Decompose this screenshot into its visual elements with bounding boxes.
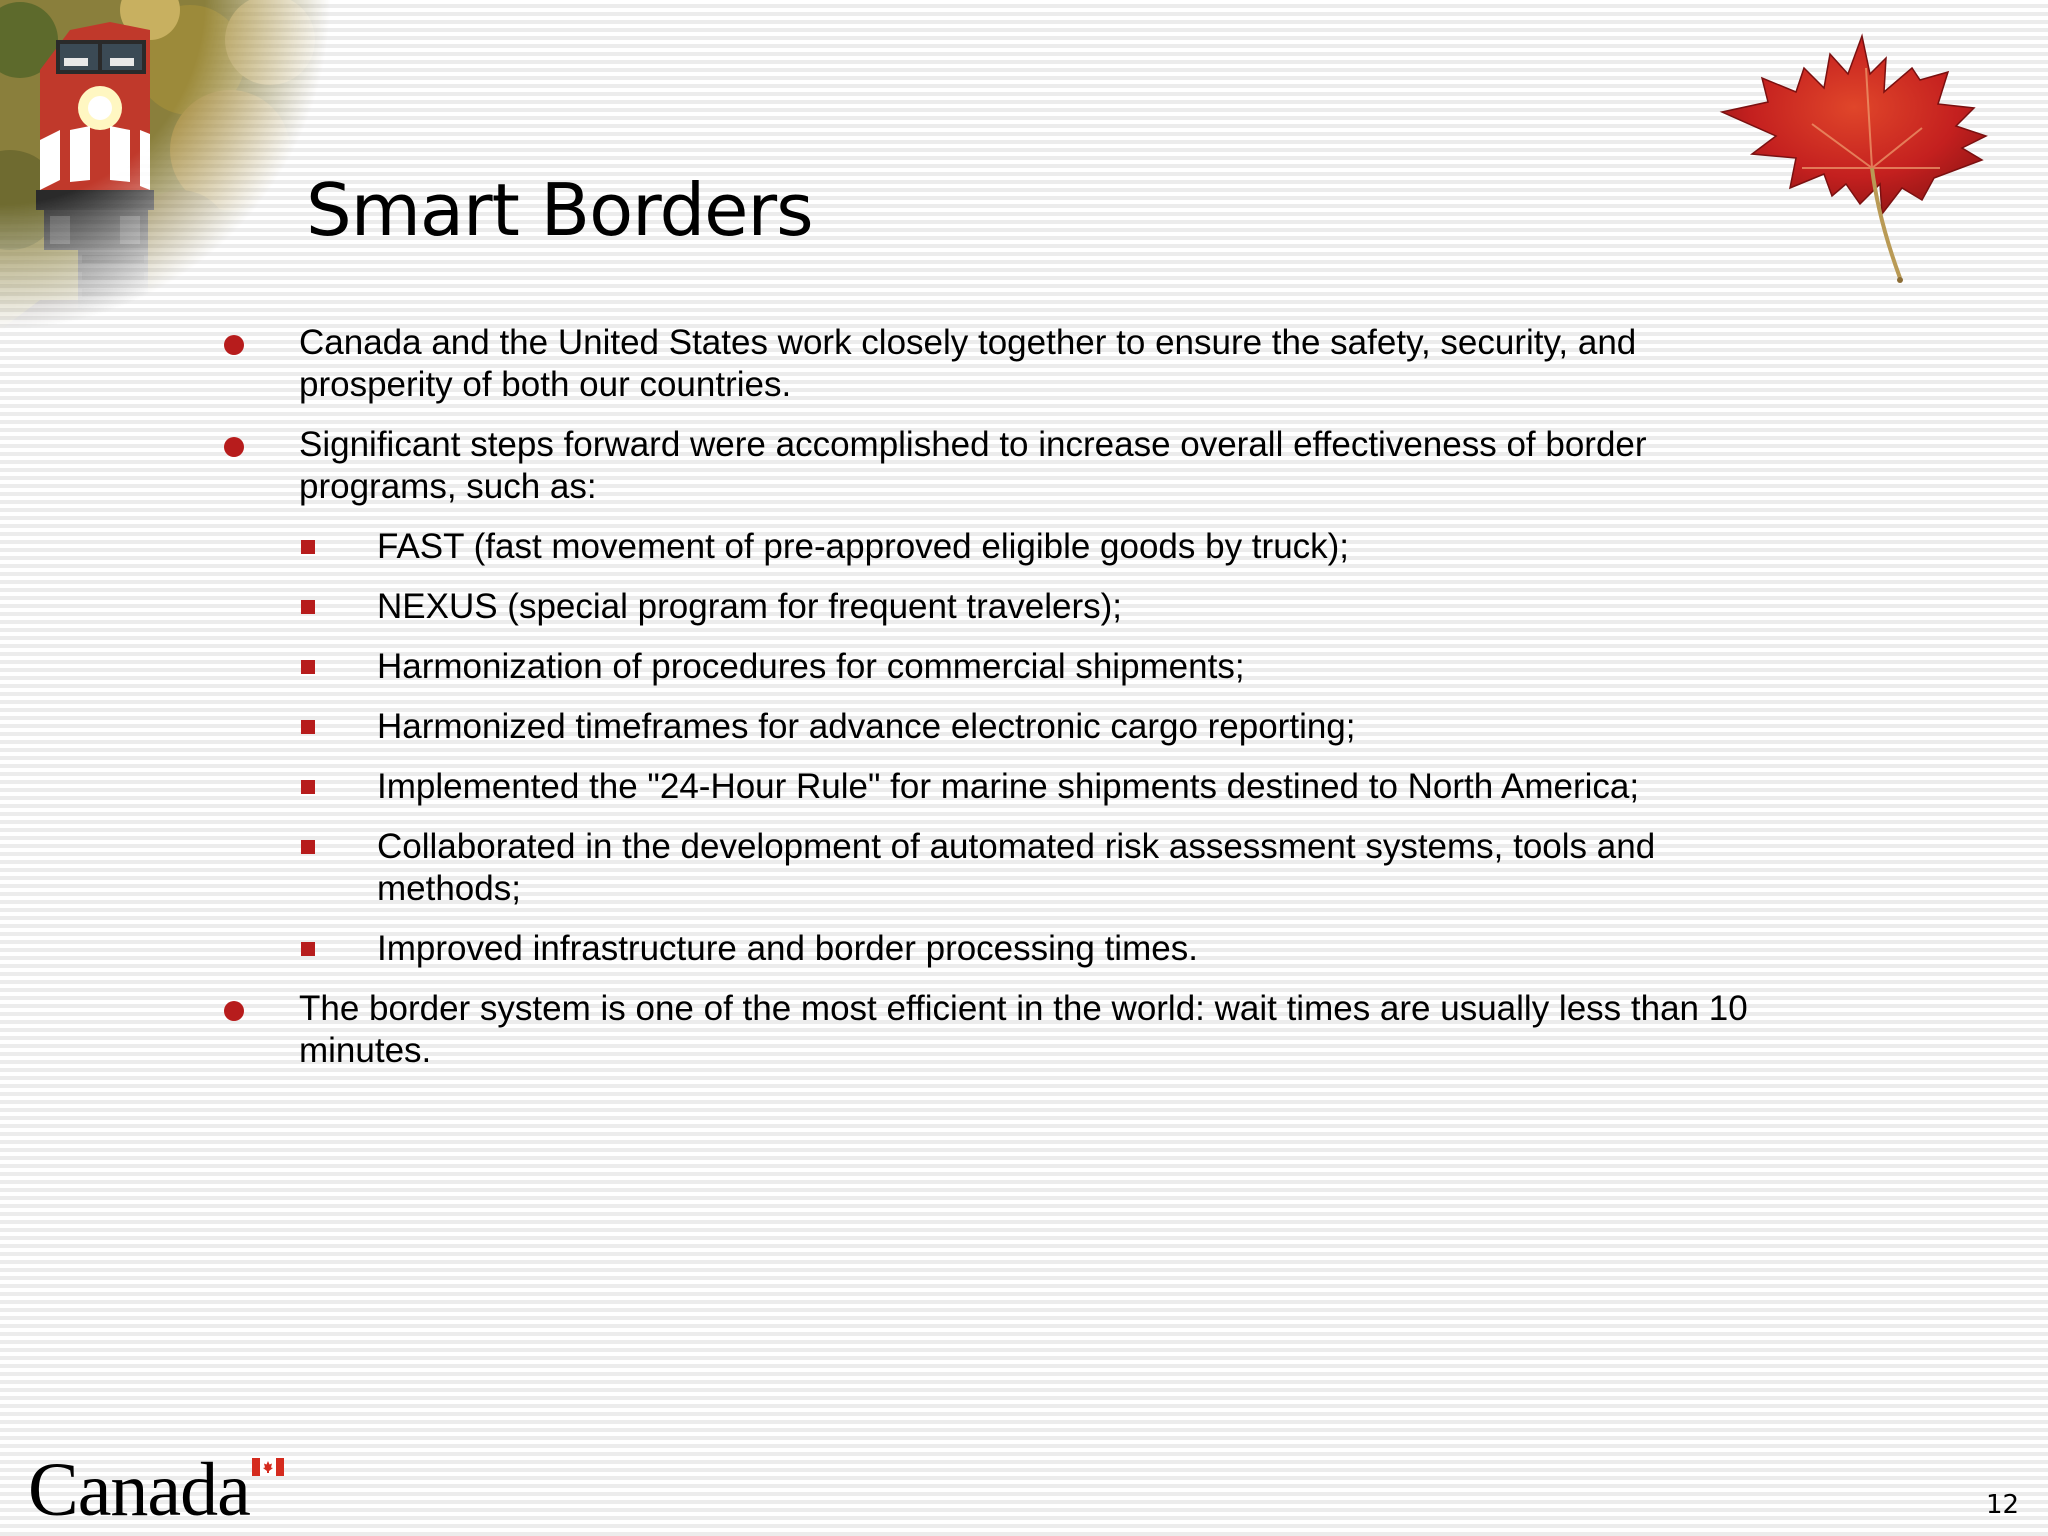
sub-bullet-item bbox=[299, 826, 1750, 910]
train-photo bbox=[0, 0, 330, 330]
square-bullet-icon bbox=[301, 660, 315, 674]
sub-bullet-text: Collaborated in the development of automated risk assessment systems, tools and methods; bbox=[377, 827, 1656, 908]
content-area bbox=[210, 322, 1750, 1090]
bullet-text: The border system is one of the most efficient in the world: wait times are usually less than 10 minutes. bbox=[299, 989, 1748, 1070]
maple-leaf-icon bbox=[1712, 28, 2024, 298]
canada-flag-icon bbox=[252, 1458, 284, 1476]
canada-wordmark: Canada bbox=[28, 1448, 250, 1532]
slide-title: Smart Borders bbox=[306, 168, 813, 252]
square-bullet-icon bbox=[301, 600, 315, 614]
sub-bullet-item bbox=[299, 766, 1750, 808]
sub-bullet-item bbox=[299, 928, 1750, 970]
bullet-list bbox=[210, 322, 1750, 1072]
sub-bullet-text: Harmonized timeframes for advance electronic cargo reporting; bbox=[377, 707, 1356, 746]
bullet-item bbox=[210, 424, 1750, 970]
sub-bullet-list bbox=[299, 526, 1750, 970]
square-bullet-icon bbox=[301, 942, 315, 956]
bullet-item bbox=[210, 988, 1750, 1072]
bullet-text: Significant steps forward were accomplished to increase overall effectiveness of border programs, such as: bbox=[299, 425, 1647, 506]
bullet-item bbox=[210, 322, 1750, 406]
sub-bullet-item bbox=[299, 646, 1750, 688]
bullet-dot-icon bbox=[224, 437, 244, 457]
bullet-text: Canada and the United States work closely together to ensure the safety, security, and prosperity of both our countries. bbox=[299, 323, 1637, 404]
sub-bullet-text: Implemented the "24-Hour Rule" for marine shipments destined to North America; bbox=[377, 767, 1640, 806]
bullet-dot-icon bbox=[224, 1001, 244, 1021]
square-bullet-icon bbox=[301, 720, 315, 734]
square-bullet-icon bbox=[301, 540, 315, 554]
sub-bullet-text: NEXUS (special program for frequent travelers); bbox=[377, 587, 1122, 626]
square-bullet-icon bbox=[301, 840, 315, 854]
square-bullet-icon bbox=[301, 780, 315, 794]
sub-bullet-text: Improved infrastructure and border processing times. bbox=[377, 929, 1198, 968]
sub-bullet-item bbox=[299, 706, 1750, 748]
sub-bullet-text: Harmonization of procedures for commercial shipments; bbox=[377, 647, 1245, 686]
sub-bullet-item bbox=[299, 586, 1750, 628]
bullet-dot-icon bbox=[224, 335, 244, 355]
sub-bullet-item bbox=[299, 526, 1750, 568]
page-number: 12 bbox=[1986, 1490, 2020, 1520]
sub-bullet-text: FAST (fast movement of pre-approved eligible goods by truck); bbox=[377, 527, 1350, 566]
